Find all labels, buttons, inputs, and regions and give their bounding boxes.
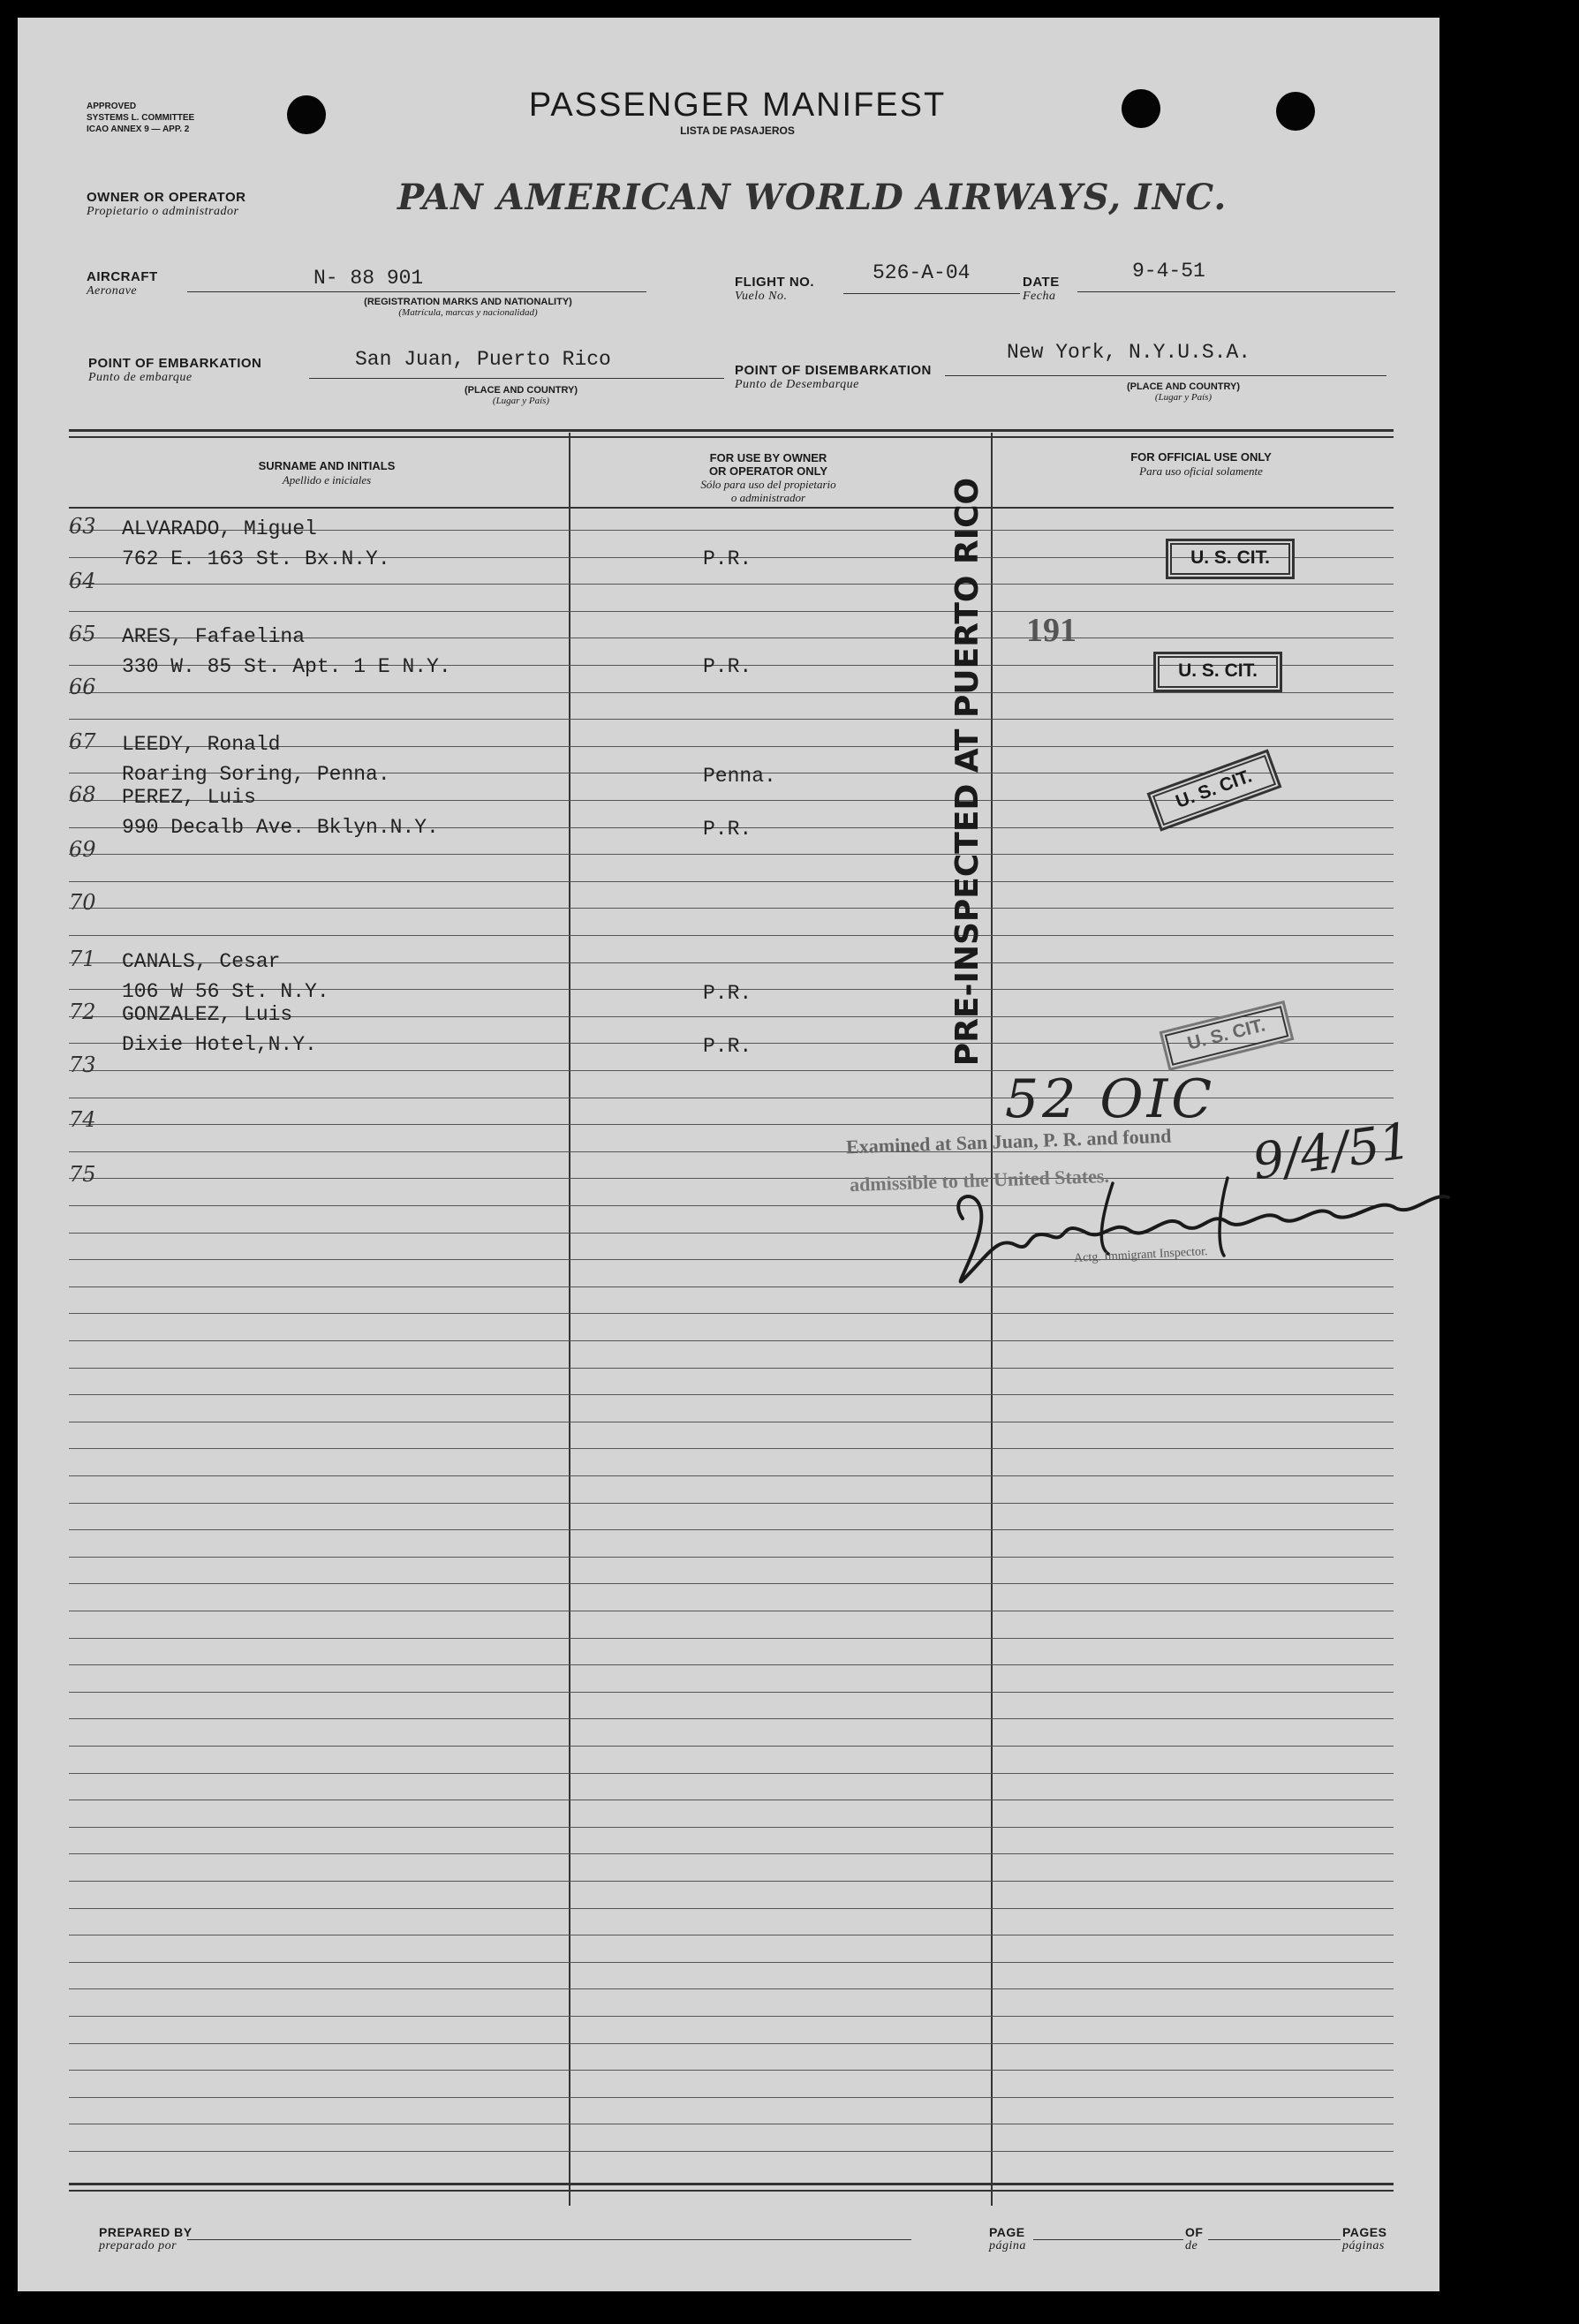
ruled-line bbox=[69, 1988, 1394, 1989]
date-label-en: DATE bbox=[1023, 275, 1060, 290]
ruled-line bbox=[69, 2097, 1394, 2098]
flight-value: 526-A-04 bbox=[873, 261, 971, 284]
ruled-line bbox=[69, 611, 1394, 612]
examined-line-2: admissible to the United States. bbox=[849, 1164, 1110, 1196]
ruled-line bbox=[69, 1908, 1394, 1909]
aircraft-value: N- 88 901 bbox=[314, 267, 424, 290]
embark-caption-en: (PLACE AND COUNTRY) bbox=[464, 385, 578, 396]
column-divider bbox=[991, 433, 993, 2206]
col-header-official-en: FOR OFFICIAL USE ONLY bbox=[1130, 450, 1272, 464]
embark-label bbox=[88, 357, 261, 385]
passenger-owner-use: Penna. bbox=[703, 765, 776, 788]
of-line bbox=[1208, 2239, 1341, 2240]
row-number: 67 bbox=[69, 729, 96, 754]
row-number: 64 bbox=[69, 569, 96, 593]
of-label bbox=[1185, 2225, 1203, 2253]
passenger-address: 330 W. 85 St. Apt. 1 E N.Y. bbox=[122, 655, 451, 678]
ruled-line bbox=[69, 1529, 1394, 1530]
disembark-label-en: POINT OF DISEMBARKATION bbox=[735, 363, 932, 378]
row-number: 66 bbox=[69, 675, 96, 699]
disembark-value: New York, N.Y.U.S.A. bbox=[1007, 341, 1251, 364]
ruled-line bbox=[69, 1368, 1394, 1369]
ruled-line bbox=[69, 1313, 1394, 1314]
embark-line bbox=[309, 378, 724, 379]
ruled-line bbox=[69, 1583, 1394, 1584]
row-number: 72 bbox=[69, 1000, 96, 1024]
ruled-line bbox=[69, 935, 1394, 936]
ruled-line bbox=[69, 1638, 1394, 1639]
prepared-by-es: preparado por bbox=[99, 2239, 178, 2252]
table-bottom-rule bbox=[69, 2183, 1394, 2185]
ruled-line bbox=[69, 1557, 1394, 1558]
disembark-label bbox=[735, 364, 932, 392]
owner-label-en: OWNER OR OPERATOR bbox=[87, 190, 246, 205]
owner-label-es: Propietario o administrador bbox=[87, 205, 239, 218]
inspector-caption: Actg. Immigrant Inspector. bbox=[1073, 1245, 1208, 1265]
passenger-address: Dixie Hotel,N.Y. bbox=[122, 1033, 317, 1056]
flight-line bbox=[843, 293, 1020, 294]
punch-hole-icon bbox=[1276, 92, 1315, 131]
passenger-name: ARES, Fafaelina bbox=[122, 625, 306, 648]
ruled-line bbox=[69, 1340, 1394, 1341]
page-label-en: PAGE bbox=[989, 2225, 1025, 2239]
passenger-address: 990 Decalb Ave. Bklyn.N.Y. bbox=[122, 816, 439, 839]
row-number: 63 bbox=[69, 514, 96, 539]
aircraft-label bbox=[87, 270, 158, 298]
flight-label-es: Vuelo No. bbox=[735, 290, 788, 303]
passenger-owner-use: P.R. bbox=[703, 1035, 752, 1058]
subtitle-text: LISTA DE PASAJEROS bbox=[680, 124, 795, 137]
disembark-label-es: Punto de Desembarque bbox=[735, 378, 859, 391]
us-cit-stamp: U. S. CIT. bbox=[1166, 539, 1295, 579]
row-number: 71 bbox=[69, 947, 96, 971]
table-top-rule bbox=[69, 429, 1394, 432]
manifest-sheet bbox=[18, 18, 1439, 2291]
row-number: 65 bbox=[69, 622, 96, 646]
of-label-en: OF bbox=[1185, 2225, 1204, 2239]
approval-line: SYSTEMS L. COMMITTEE bbox=[87, 113, 195, 123]
aircraft-caption bbox=[309, 297, 627, 318]
header-divider bbox=[69, 507, 1394, 509]
page-line bbox=[1033, 2239, 1183, 2240]
ruled-line bbox=[69, 1448, 1394, 1449]
embark-caption bbox=[433, 385, 609, 406]
ruled-line bbox=[69, 1394, 1394, 1395]
row-number: 69 bbox=[69, 837, 96, 862]
ruled-line bbox=[69, 719, 1394, 720]
of-label-es: de bbox=[1185, 2239, 1198, 2252]
passenger-owner-use: P.R. bbox=[703, 547, 752, 570]
examined-date: 9/4/51 bbox=[1249, 1112, 1415, 1192]
aircraft-label-es: Aeronave bbox=[87, 284, 138, 298]
col-header-official bbox=[1060, 450, 1342, 479]
us-cit-stamp: U. S. CIT. bbox=[1160, 1000, 1295, 1071]
page-label bbox=[989, 2225, 1026, 2253]
row-number: 68 bbox=[69, 782, 96, 807]
ruled-line bbox=[69, 2070, 1394, 2071]
aircraft-label-en: AIRCRAFT bbox=[87, 269, 158, 284]
ruled-line bbox=[69, 1475, 1394, 1476]
passenger-name: PEREZ, Luis bbox=[122, 786, 256, 809]
ruled-line bbox=[69, 1827, 1394, 1828]
embark-value: San Juan, Puerto Rico bbox=[355, 348, 611, 371]
passenger-address: 762 E. 163 St. Bx.N.Y. bbox=[122, 547, 390, 570]
pages-label bbox=[1342, 2225, 1386, 2253]
us-cit-stamp: U. S. CIT. bbox=[1147, 749, 1282, 831]
owner-name: PAN AMERICAN WORLD AIRWAYS, INC. bbox=[397, 177, 1228, 218]
flight-label-en: FLIGHT NO. bbox=[735, 275, 814, 290]
passenger-name: CANALS, Cesar bbox=[122, 950, 281, 973]
title-text: PASSENGER MANIFEST bbox=[528, 87, 947, 124]
prepared-line bbox=[187, 2239, 911, 2240]
owner-label bbox=[87, 191, 246, 219]
prepared-by-en: PREPARED BY bbox=[99, 2225, 193, 2239]
date-label-es: Fecha bbox=[1023, 290, 1056, 303]
embark-caption-es: (Lugar y País) bbox=[492, 396, 550, 406]
punch-hole-icon bbox=[1122, 89, 1160, 128]
ruled-line bbox=[69, 1962, 1394, 1963]
disembark-caption-en: (PLACE AND COUNTRY) bbox=[1126, 381, 1241, 392]
passenger-name: ALVARADO, Miguel bbox=[122, 517, 317, 540]
us-cit-stamp: U. S. CIT. bbox=[1153, 652, 1282, 692]
col-header-owner-en: FOR USE BY OWNER OR OPERATOR ONLY bbox=[708, 451, 828, 478]
col-header-official-es: Para uso oficial solamente bbox=[1139, 464, 1263, 478]
ruled-line bbox=[69, 908, 1394, 909]
table-bottom-rule-2 bbox=[69, 2190, 1394, 2192]
preinspected-text: PRE-INSPECTED AT PUERTO RICO bbox=[949, 477, 986, 1067]
disembark-caption-es: (Lugar y País) bbox=[1154, 392, 1213, 403]
aircraft-caption-es: (Matrícula, marcas y nacionalidad) bbox=[398, 307, 538, 318]
col-header-name bbox=[168, 459, 486, 487]
col-header-name-es: Apellido e iniciales bbox=[282, 473, 372, 487]
passenger-name: LEEDY, Ronald bbox=[122, 733, 281, 756]
ruled-line bbox=[69, 1503, 1394, 1504]
ruled-line bbox=[69, 1664, 1394, 1665]
ruled-line bbox=[69, 1773, 1394, 1774]
approval-note bbox=[87, 101, 194, 135]
count-stamp: 191 bbox=[1026, 612, 1077, 649]
handwritten-code: 52 OIC bbox=[1005, 1068, 1216, 1130]
embark-label-es: Punto de embarque bbox=[88, 371, 193, 384]
col-header-owner bbox=[636, 438, 901, 517]
examined-line-1: Examined at San Juan, P. R. and found bbox=[845, 1124, 1172, 1158]
punch-hole-icon bbox=[287, 95, 326, 134]
approval-line: APPROVED bbox=[87, 102, 137, 111]
row-number: 70 bbox=[69, 890, 96, 915]
passenger-name: GONZALEZ, Luis bbox=[122, 1003, 293, 1026]
ruled-line bbox=[69, 1718, 1394, 1719]
passenger-owner-use: P.R. bbox=[703, 655, 752, 678]
ruled-line bbox=[69, 881, 1394, 882]
ruled-line bbox=[69, 2016, 1394, 2017]
aircraft-line bbox=[187, 291, 646, 292]
date-line bbox=[1077, 291, 1395, 292]
prepared-by bbox=[99, 2225, 193, 2253]
row-number: 75 bbox=[69, 1162, 96, 1187]
disembark-line bbox=[945, 375, 1386, 376]
col-header-name-en: SURNAME AND INITIALS bbox=[258, 459, 396, 472]
passenger-owner-use: P.R. bbox=[703, 982, 752, 1005]
col-header-owner-es: Sólo para uso del propietario o administrador bbox=[700, 478, 836, 504]
embark-label-en: POINT OF EMBARKATION bbox=[88, 356, 262, 371]
pages-label-en: PAGES bbox=[1342, 2225, 1387, 2239]
ruled-line bbox=[69, 854, 1394, 855]
passenger-address: Roaring Soring, Penna. bbox=[122, 763, 390, 786]
ruled-line bbox=[69, 1692, 1394, 1693]
passenger-owner-use: P.R. bbox=[703, 818, 752, 841]
aircraft-caption-en: (REGISTRATION MARKS AND NATIONALITY) bbox=[364, 297, 572, 307]
pages-label-es: páginas bbox=[1342, 2239, 1385, 2252]
ruled-line bbox=[69, 584, 1394, 585]
ruled-line bbox=[69, 1746, 1394, 1747]
row-number: 73 bbox=[69, 1053, 96, 1077]
page-label-es: página bbox=[989, 2239, 1026, 2252]
date-value: 9-4-51 bbox=[1132, 260, 1205, 283]
column-divider bbox=[569, 433, 570, 2206]
flight-label bbox=[735, 275, 814, 304]
page-title bbox=[486, 87, 989, 137]
ruled-line bbox=[69, 1151, 1394, 1152]
ruled-line bbox=[69, 2043, 1394, 2044]
ruled-line bbox=[69, 1881, 1394, 1882]
passenger-address: 106 W 56 St. N.Y. bbox=[122, 980, 329, 1003]
disembark-caption bbox=[1095, 381, 1272, 403]
ruled-line bbox=[69, 1853, 1394, 1854]
approval-line: ICAO ANNEX 9 — APP. 2 bbox=[87, 124, 190, 134]
inspector-signature bbox=[936, 1157, 1466, 1298]
date-label bbox=[1023, 275, 1060, 304]
row-number: 74 bbox=[69, 1107, 96, 1132]
ruled-line bbox=[69, 2151, 1394, 2152]
